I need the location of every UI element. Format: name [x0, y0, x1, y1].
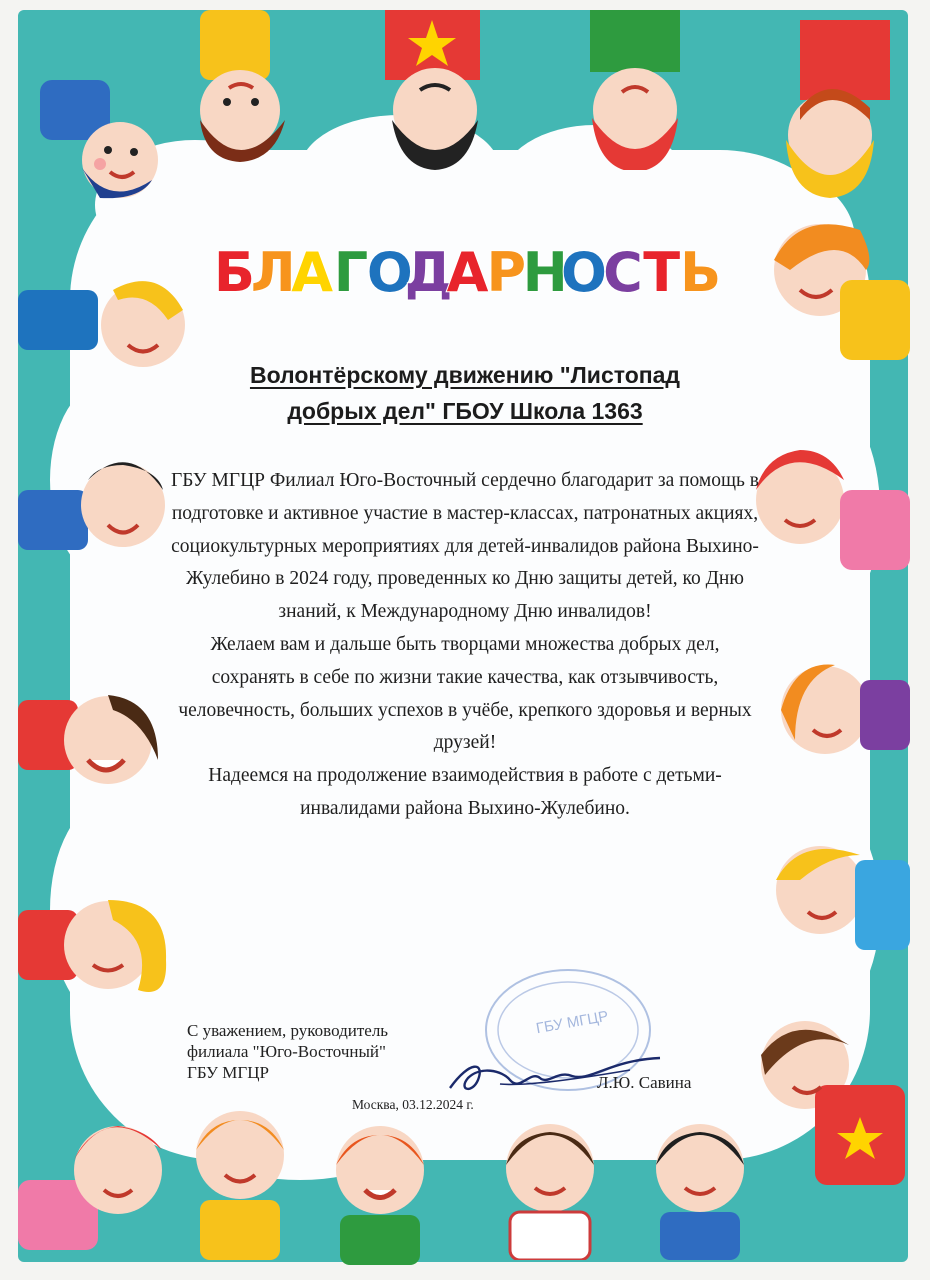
title-lettering [215, 236, 720, 304]
title-letter: С [603, 241, 643, 304]
child-illustration [570, 10, 700, 170]
certificate-title [215, 236, 720, 304]
title-letter: Л [250, 241, 296, 304]
child-illustration [490, 1110, 610, 1260]
signature-line-3: ГБУ МГЦР [187, 1063, 269, 1082]
signature-line-2: филиала "Юго-Восточный" [187, 1042, 386, 1061]
title-letter: Т [643, 241, 681, 304]
child-illustration [18, 880, 168, 1010]
child-illustration [760, 20, 900, 200]
recipient-line-1: Волонтёрскому движению "Листопад [249, 362, 681, 388]
title-letter: Б [215, 241, 255, 304]
title-letter: Н [522, 241, 568, 304]
child-illustration [760, 210, 910, 390]
child-illustration [185, 10, 300, 170]
title-letter: А [446, 241, 489, 304]
body-paragraph-wishes: Желаем вам и дальше быть творцами множества добрых дел, сохранять в себе по жизни такие качества, как отзывчивость, человечность, больших успехов в учёбе, крепкого здоровья и верных друзей! [178, 633, 752, 754]
signature-line-1: С уважением, руководитель [187, 1021, 389, 1040]
child-illustration [40, 80, 170, 210]
child-illustration [370, 10, 500, 170]
body-paragraph-gratitude: ГБУ МГЦР Филиал Юго-Восточный сердечно благодарит за помощь в подготовке и активное участие в мастер-классах, патронатных акциях, социокультурных мероприятиях для детей-инвалидов района Выхино-Жулебино в 2024 году, проведенных ко Дню защиты детей, ко Дню знаний, к Международному Дню инвалидов! [171, 470, 759, 623]
title-letter: О [561, 241, 607, 304]
child-illustration [765, 640, 910, 780]
signer-name: Л.Ю. Савина [597, 1073, 692, 1092]
child-illustration [745, 1005, 905, 1195]
title-letter: А [291, 241, 333, 304]
child-illustration [18, 450, 168, 570]
recipient-line-2: добрых дел" ГБОУ Школа 1363 [287, 398, 643, 424]
title-letter: Р [486, 241, 527, 304]
child-illustration [18, 670, 168, 800]
child-illustration [320, 1115, 440, 1265]
stamp-text: ГБУ МГЦР [534, 1007, 610, 1038]
certificate-body [170, 465, 760, 826]
title-letter: Г [333, 241, 369, 304]
child-illustration [640, 1110, 760, 1260]
child-illustration [760, 820, 910, 970]
body-paragraph-cooperation: Надеемся на продолжение взаимодействия в работе с детьми-инвалидами района Выхино-Жулебино. [208, 765, 722, 819]
child-illustration [18, 1060, 178, 1250]
title-letter: Ь [680, 241, 720, 304]
recipient-heading [160, 357, 770, 429]
title-letter: О [366, 241, 413, 304]
child-illustration [180, 1100, 300, 1260]
title-letter: Д [404, 241, 453, 304]
place-and-date: Москва, 03.12.2024 г. [352, 1097, 474, 1112]
signature-block [187, 1020, 388, 1083]
